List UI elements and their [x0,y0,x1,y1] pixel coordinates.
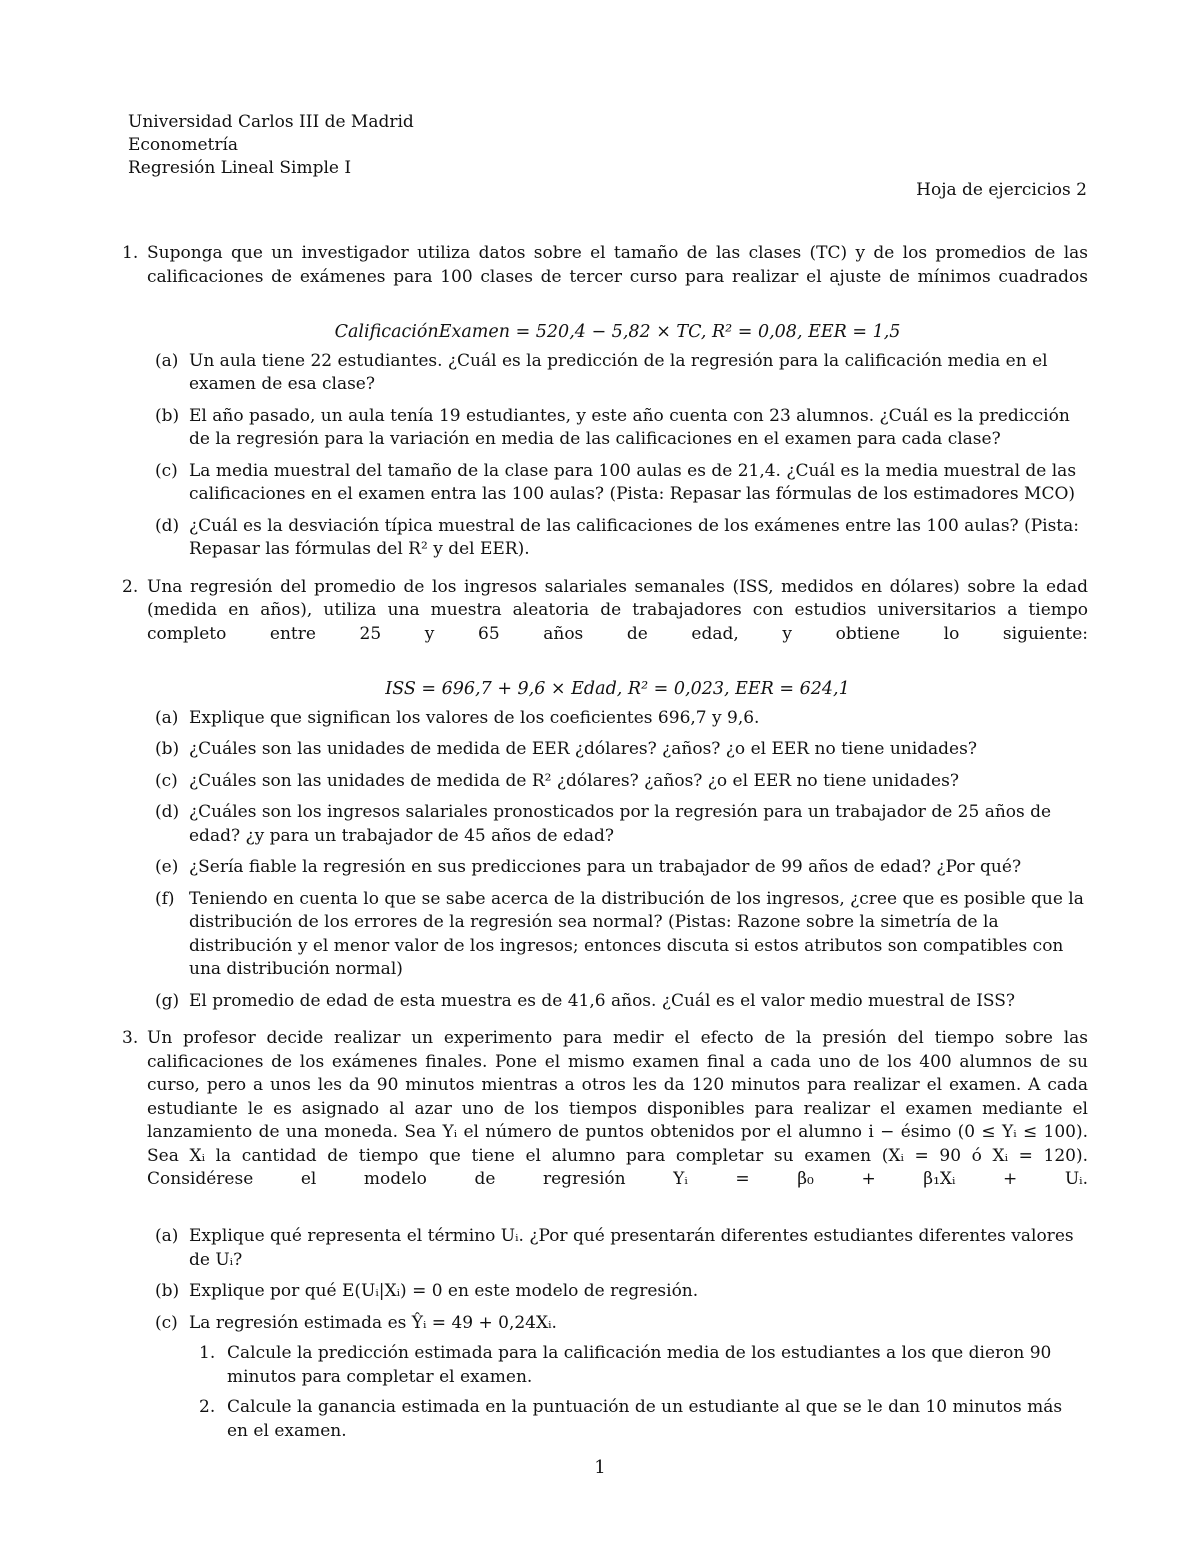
part-label: (a) [155,1226,179,1246]
sheet-title: Hoja de ejercicios 2 [916,180,1087,200]
exercise-number: 3. [122,1028,139,1048]
part-text: Explique por qué E(Uᵢ|Xᵢ) = 0 en este modelo de regresión. [189,1281,699,1301]
part-label: (c) [155,460,178,481]
exercise-statement: Una regresión del promedio de los ingresos salariales semanales (ISS, medidos en dólares) sobre la edad (medida en años), utiliza una muestra aleatoria de trabajadores con estudios universitarios a tiempo completo entre 25 y 65 años de edad, y obtiene lo siguiente: [147,576,1088,644]
part-label: (f) [155,888,175,909]
exercise-parts [147,350,1088,562]
part-text: La regresión estimada es Ŷᵢ = 49 + 0,24Xᵢ. [189,1312,557,1333]
exercise-subpart [189,1342,1088,1389]
part-label: (c) [155,770,178,791]
exercise-part [147,707,1088,731]
exercise-parts [147,1225,1088,1443]
subpart-label: 1. [199,1343,216,1363]
course-name: Econometría [128,135,239,155]
subpart-text: Calcule la predicción estimada para la calificación media de los estudiantes a los que dieron 90 minutos para completar el examen. [227,1343,1052,1387]
part-label: (b) [155,1281,180,1301]
part-label: (a) [155,707,179,728]
exercise-subparts [189,1342,1088,1443]
exercise-part [147,1312,1088,1444]
part-label: (d) [155,802,180,822]
part-text: Teniendo en cuenta lo que se sabe acerca de la distribución de los ingresos, ¿cree que es posible que la distribución de los errores de la regresión sea normal? (Pistas: Razone sobre la simetría de la distribución y el menor valor de los ingresos; entonces discuta si estos atributos son compatibles con una distribución normal) [189,888,1084,979]
exercise-part [147,515,1088,562]
exercise-number: 2. [122,576,139,597]
exercise-statement: Un profesor decide realizar un experimento para medir el efecto de la presión del tiempo sobre las calificaciones de los exámenes finales. Pone el mismo examen final a cada uno de los 400 alumnos de su curso, pero a unos les da 90 minutos mientras a otros les da 120 minutos para realizar el examen. A cada estudiante le es asignado al azar uno de los tiempos disponibles para realizar el examen mediante el lanzamiento de una moneda. Sea Yᵢ el número de puntos obtenidos por el alumno i − ésimo (0 ≤ Yᵢ ≤ 100). Sea Xᵢ la cantidad de tiempo que tiene el alumno para completar su examen (Xᵢ = 90 ó Xᵢ = 120). Considérese el modelo de regresión Yᵢ = β₀ + β₁Xᵢ + Uᵢ. [147,1028,1088,1189]
part-label: (c) [155,1312,178,1333]
exercise-part [147,1225,1088,1272]
part-text: ¿Cuáles son las unidades de medida de R² ¿dólares? ¿años? ¿o el EER no tiene unidades? [189,770,959,791]
exercise-part [147,801,1088,848]
exercise-part [147,738,1088,762]
part-text: ¿Cuál es la desviación típica muestral de las calificaciones de los exámenes entre las 100 aulas? (Pista: Repasar las fórmulas del R² y del EER). [189,515,1079,559]
regression-equation: ISS = 696,7 + 9,6 × Edad, R² = 0,023, EER = 624,1 [385,678,850,699]
part-text: La media muestral del tamaño de la clase para 100 aulas es de 21,4. ¿Cuál es la media muestral de las calificaciones en el examen entra las 100 aulas? (Pista: Repasar las fórmulas de los estimadores MCO) [189,460,1077,504]
exercise-part [147,350,1088,397]
subpart-text: Calcule la ganancia estimada en la puntuación de un estudiante al que se le dan 10 minutos más en el examen. [227,1397,1063,1441]
exercise-part [147,990,1088,1014]
exercise-3 [122,1027,1088,1443]
part-text: Explique que significan los valores de los coeficientes 696,7 y 9,6. [189,707,760,728]
university-name: Universidad Carlos III de Madrid [128,112,414,132]
part-label: (d) [155,515,180,536]
subpart-label: 2. [199,1397,216,1417]
part-text: El año pasado, un aula tenía 19 estudiantes, y este año cuenta con 23 alumnos. ¿Cuál es la predicción de la regresión para la variación en media de las calificaciones en el examen para cada clase? [189,405,1070,449]
part-label: (b) [155,405,180,426]
exercise-part [147,460,1088,507]
exercise-part [147,856,1088,880]
part-label: (b) [155,739,180,759]
exercise-part [147,770,1088,794]
part-label: (g) [155,990,180,1011]
exercise-part [147,888,1088,982]
exercise-number: 1. [122,243,139,263]
exercise-list [122,242,1088,1457]
exercise-part [147,405,1088,452]
part-text: ¿Cuáles son los ingresos salariales pronosticados por la regresión para un trabajador de 25 años de edad? ¿y para un trabajador de 45 años de edad? [189,802,1052,846]
part-text: ¿Cuáles son las unidades de medida de EER ¿dólares? ¿años? ¿o el EER no tiene unidades? [189,739,977,759]
part-text: ¿Sería fiable la regresión en sus predicciones para un trabajador de 99 años de edad? ¿Por qué? [189,857,1022,877]
exercise-2 [122,576,1088,1014]
exercise-1 [122,242,1088,562]
part-text: Explique qué representa el término Uᵢ. ¿Por qué presentarán diferentes estudiantes diferentes valores de Uᵢ? [189,1226,1074,1270]
exercise-statement: Suponga que un investigador utiliza datos sobre el tamaño de las clases (TC) y de los promedios de las calificaciones de exámenes para 100 clases de tercer curso para realizar el ajuste de mínimos cuadrados [147,243,1088,287]
part-text: El promedio de edad de esta muestra es de 41,6 años. ¿Cuál es el valor medio muestral de ISS? [189,990,1016,1011]
regression-equation: CalificaciónExamen = 520,4 − 5,82 × TC, R² = 0,08, EER = 1,5 [334,321,901,342]
exercise-parts [147,707,1088,1014]
exercise-part [147,1280,1088,1304]
exercise-subpart [189,1396,1088,1443]
part-label: (e) [155,857,179,877]
part-label: (a) [155,350,179,371]
page-number: 1 [594,1457,606,1478]
topic-title: Regresión Lineal Simple I [128,158,352,178]
part-text: Un aula tiene 22 estudiantes. ¿Cuál es la predicción de la regresión para la calificación media en el examen de esa clase? [189,350,1048,394]
